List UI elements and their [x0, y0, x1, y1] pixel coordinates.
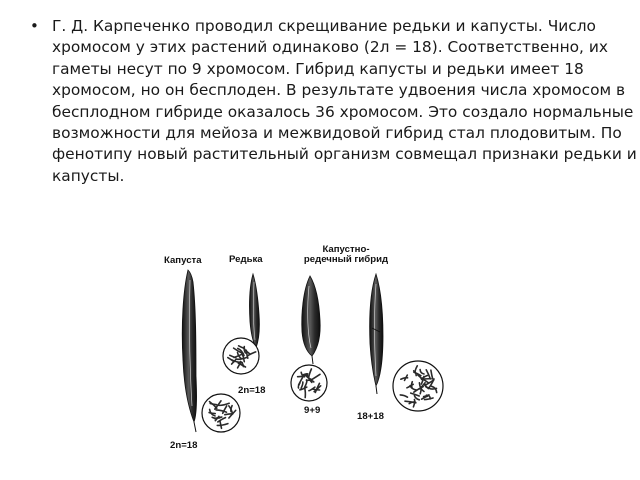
label-cabbage: Капуста	[164, 255, 202, 266]
chromosome	[411, 382, 412, 388]
cell-cabbage	[202, 394, 240, 432]
figure-drawing	[150, 236, 460, 456]
cell-hybrid-doubled	[393, 361, 443, 411]
cell-hybrid	[291, 365, 327, 401]
chromosome	[209, 413, 215, 414]
count-cabbage: 2n=18	[170, 440, 198, 451]
chromosome	[225, 414, 233, 415]
karpechenko-figure	[150, 236, 460, 456]
count-hybrid: 9+9	[304, 405, 321, 416]
paragraph-text: • Г. Д. Карпеченко проводил скрещивание редьки и капусты. Число хромосом у этих растений одинаково (2л = 18). Соответственно, их гаметы несут по 9 хромосом. Гибрид капусты и редьки имеет 18 хромосом, но он бесплоден. В результате удвоения числа хромосом в бесплодном гибриде оказалось 36 хромосом. Это создало нормальные возможности для мейоза и межвидовой гибрид стал плодовитым. По фенотипу новый растительный организм совмещал признаки редьки и капусты.	[52, 16, 640, 187]
hybrid-pod	[302, 276, 320, 364]
label-hybrid	[288, 245, 404, 265]
cell-radish	[223, 338, 259, 374]
slide-text-list	[16, 16, 640, 187]
cabbage-pod	[182, 270, 196, 432]
count-radish: 2n=18	[238, 385, 266, 396]
label-radish: Редька	[229, 254, 263, 265]
chromosome	[429, 388, 436, 389]
label-hybrid-line1: Капустно-	[322, 244, 370, 255]
hybrid-doubled-pod	[370, 274, 383, 394]
count-hybrid-doubled: 18+18	[357, 411, 384, 422]
label-hybrid-line2: редечный гибрид	[303, 254, 389, 265]
chromosome	[305, 389, 306, 398]
